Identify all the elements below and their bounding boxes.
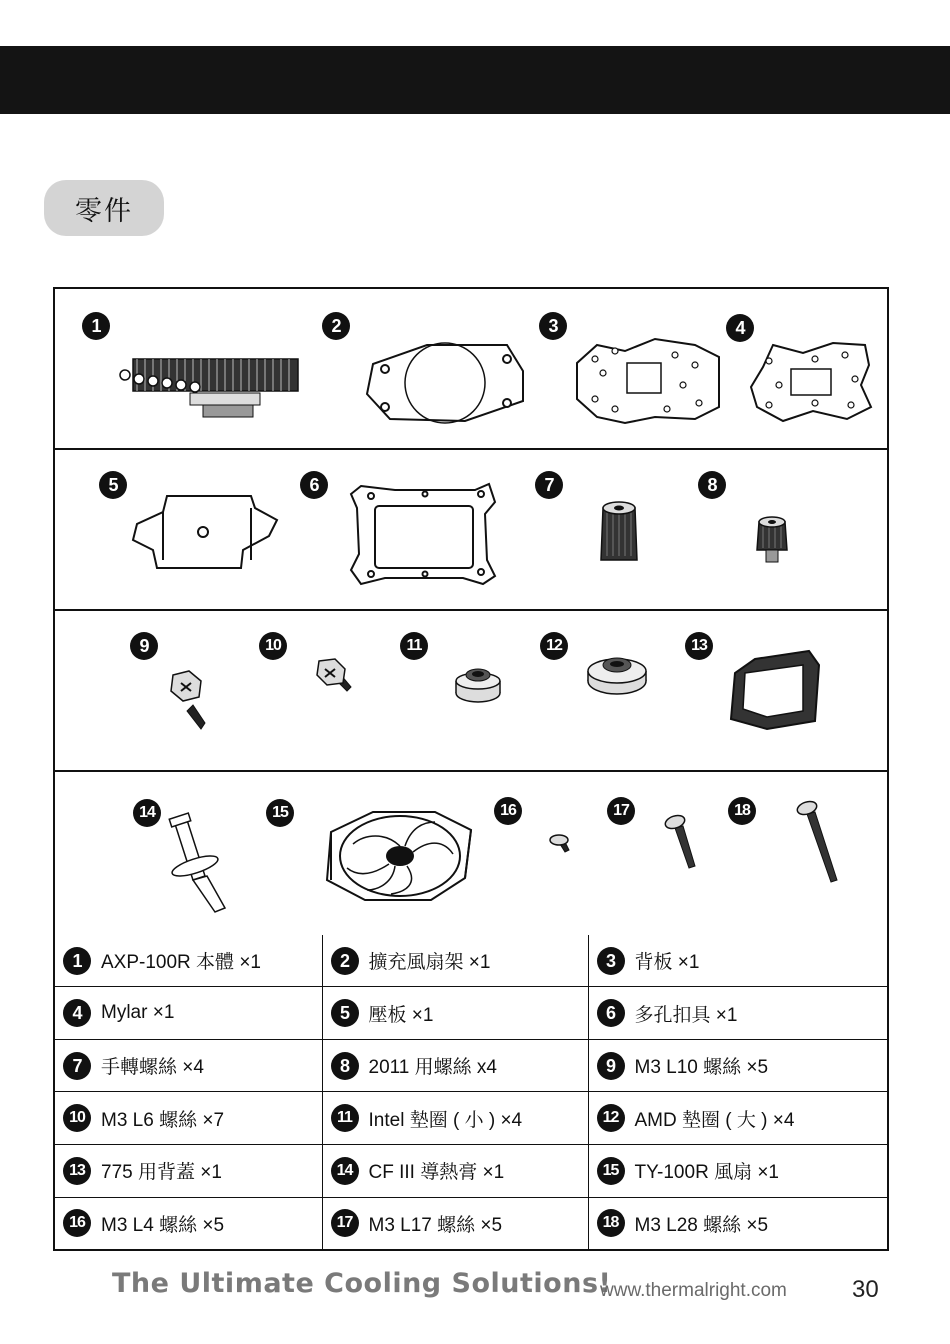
table-cell	[55, 1039, 322, 1092]
backplate-icon	[577, 339, 719, 423]
table-cell	[322, 1092, 588, 1145]
table-cell	[322, 987, 588, 1040]
table-cell	[55, 1197, 322, 1249]
part-number-badge: 2	[331, 947, 359, 975]
m3-l28-screw-icon	[796, 799, 837, 882]
part-label: 手轉螺絲 ×4	[101, 1057, 204, 1079]
m3-l10-screw-icon	[171, 671, 205, 729]
part-number-badge: 6	[597, 999, 625, 1027]
part-badge-5: 5	[99, 471, 127, 499]
table-row	[55, 1092, 887, 1145]
table-cell	[322, 1197, 588, 1249]
part-badge-14: 14	[133, 799, 161, 827]
part-number-badge: 4	[63, 999, 91, 1027]
table-row	[55, 1039, 887, 1092]
part-label: 2011 用螺絲 x4	[368, 1057, 497, 1079]
part-label: 多孔扣具 ×1	[634, 1004, 738, 1026]
table-cell	[588, 987, 887, 1040]
part-label: Mylar ×1	[101, 1002, 175, 1024]
part-number-badge: 1	[63, 947, 91, 975]
part-label: AMD 墊圈 ( 大 ) ×4	[634, 1109, 795, 1131]
fan-icon	[327, 812, 471, 900]
table-cell	[588, 935, 887, 987]
panel-4-illustrations	[55, 772, 887, 935]
table-cell	[588, 1197, 887, 1249]
part-label: Intel 墊圈 ( 小 ) ×4	[368, 1109, 523, 1131]
part-label: M3 L10 螺絲 ×5	[634, 1057, 769, 1079]
table-row	[55, 987, 887, 1040]
part-number-badge: 15	[597, 1157, 625, 1185]
parts-panel-2	[55, 450, 887, 611]
page-number: 30	[852, 1276, 879, 1303]
part-label: M3 L6 螺絲 ×7	[101, 1109, 225, 1131]
part-number-badge: 8	[331, 1052, 359, 1080]
part-badge-9: 9	[130, 632, 158, 660]
part-badge-1: 1	[82, 312, 110, 340]
part-number-badge: 7	[63, 1052, 91, 1080]
part-number-badge: 3	[597, 947, 625, 975]
part-label: CF III 導熱膏 ×1	[368, 1162, 505, 1184]
socket-2011-screw-icon	[757, 517, 787, 562]
part-number-badge: 5	[331, 999, 359, 1027]
m3-l4-screw-icon	[550, 835, 569, 852]
table-row	[55, 1145, 887, 1198]
m3-l17-screw-icon	[664, 813, 695, 868]
table-cell	[322, 1145, 588, 1198]
part-badge-7: 7	[535, 471, 563, 499]
part-badge-4: 4	[726, 314, 754, 342]
table-cell	[55, 987, 322, 1040]
table-cell	[322, 1039, 588, 1092]
part-badge-18: 18	[728, 797, 756, 825]
part-badge-3: 3	[539, 312, 567, 340]
thermal-paste-syringe-icon	[169, 813, 225, 912]
footer-slogan: The Ultimate Cooling Solutions!	[112, 1268, 612, 1299]
part-badge-8: 8	[698, 471, 726, 499]
part-number-badge: 9	[597, 1052, 625, 1080]
part-number-badge: 12	[597, 1104, 625, 1132]
table-row	[55, 1197, 887, 1249]
mylar-icon	[751, 343, 871, 421]
part-label: M3 L4 螺絲 ×5	[101, 1214, 225, 1236]
part-badge-16: 16	[494, 797, 522, 825]
panel-1-illustrations	[55, 289, 887, 448]
part-label: M3 L17 螺絲 ×5	[368, 1214, 503, 1236]
parts-panel-1	[55, 289, 887, 450]
part-label: AXP-100R 本體 ×1	[101, 952, 261, 974]
table-cell	[322, 935, 588, 987]
part-label: M3 L28 螺絲 ×5	[634, 1214, 769, 1236]
m3-l6-screw-icon	[317, 659, 351, 691]
part-number-badge: 18	[597, 1209, 625, 1237]
parts-panel-4	[55, 772, 887, 935]
part-label: 背板 ×1	[634, 952, 700, 974]
part-badge-12: 12	[540, 632, 568, 660]
footer-website: www.thermalright.com	[600, 1280, 787, 1301]
heatsink-icon	[120, 359, 298, 417]
intel-washer-icon	[456, 669, 500, 702]
parts-table	[55, 935, 887, 1249]
part-number-badge: 13	[63, 1157, 91, 1185]
panel-2-illustrations	[55, 450, 887, 609]
parts-panel-3	[55, 611, 887, 772]
part-number-badge: 14	[331, 1157, 359, 1185]
part-label: TY-100R 風扇 ×1	[634, 1162, 780, 1184]
part-badge-17: 17	[607, 797, 635, 825]
part-number-badge: 10	[63, 1104, 91, 1132]
table-cell	[588, 1145, 887, 1198]
socket-775-back-cover-icon	[731, 651, 819, 729]
table-cell	[55, 1092, 322, 1145]
parts-box	[53, 287, 889, 1251]
table-row	[55, 935, 887, 987]
mounting-bracket-icon	[351, 484, 495, 584]
part-label: 775 用背蓋 ×1	[101, 1162, 222, 1184]
part-label: 擴充風扇架 ×1	[368, 952, 491, 974]
part-number-badge: 17	[331, 1209, 359, 1237]
part-badge-10: 10	[259, 632, 287, 660]
panel-3-illustrations	[55, 611, 887, 770]
part-badge-15: 15	[266, 799, 294, 827]
pressure-plate-icon	[133, 496, 277, 568]
part-number-badge: 11	[331, 1104, 359, 1132]
table-cell	[55, 1145, 322, 1198]
table-cell	[588, 1092, 887, 1145]
part-badge-13: 13	[685, 632, 713, 660]
thumb-screw-icon	[601, 502, 637, 560]
fan-bracket-icon	[367, 343, 523, 423]
header-bar	[0, 46, 950, 114]
part-badge-2: 2	[322, 312, 350, 340]
part-number-badge: 16	[63, 1209, 91, 1237]
part-label: 壓板 ×1	[368, 1004, 434, 1026]
table-cell	[55, 935, 322, 987]
amd-washer-icon	[588, 658, 646, 694]
part-badge-6: 6	[300, 471, 328, 499]
part-badge-11: 11	[400, 632, 428, 660]
table-cell	[588, 1039, 887, 1092]
section-title: 零件	[44, 180, 164, 236]
